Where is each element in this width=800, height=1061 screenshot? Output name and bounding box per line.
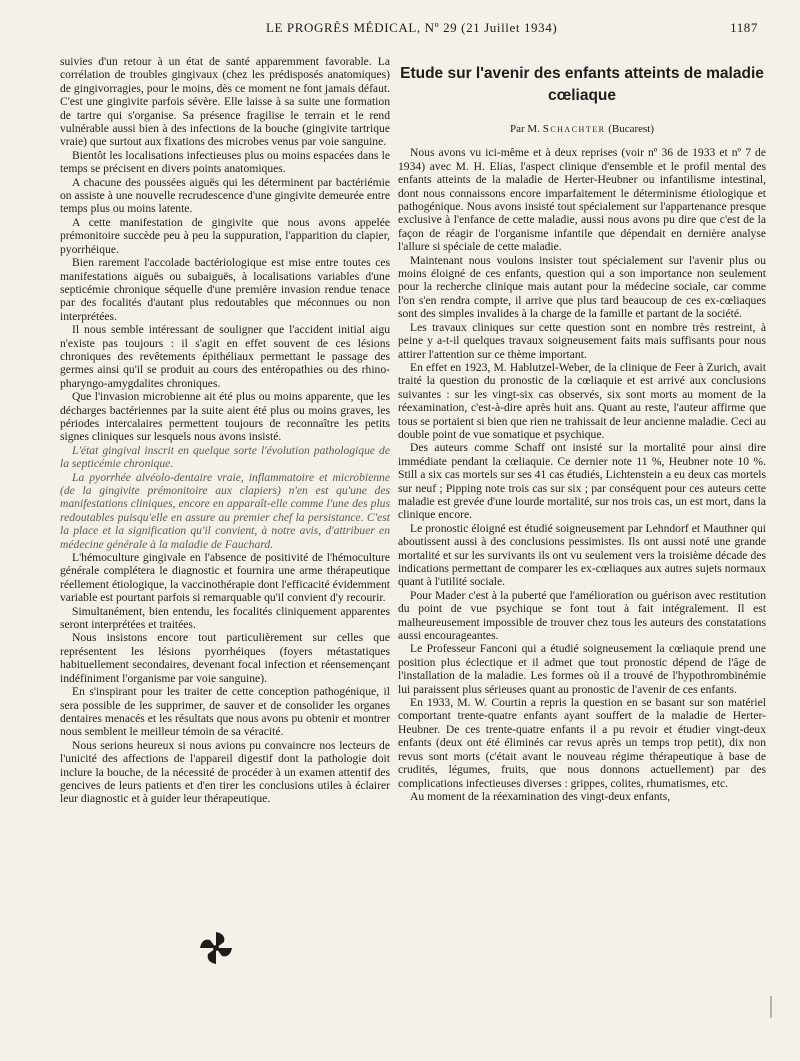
paragraph: En 1933, M. W. Courtin a repris la question en se basant sur son matériel comportant trente-quatre enfants ayant souffert de la maladie de Herter-Heubner. De ces trente-quatre enfants il a pu revoir et étudier vingt-deux enfants (deux ont été éliminés car revus après un temps trop petit), dix non revus sont morts (c'était avant le nouveau régime thérapeutique à base de crudités, légumes, fruits, que nous donnons actuellement) par des complications infectieuses diverses : grippes, colites, rhumatismes, etc. [398, 696, 766, 790]
journal-title: LE PROGRÈS MÉDICAL, Nº 29 (21 Juillet 1934) [266, 20, 558, 35]
paragraph: Des auteurs comme Schaff ont insisté sur la mortalité pour ainsi dire immédiate pendant la cœliaquie. Ce dernier note 11 %, Heubner note 10 %. Still a six cas mortels sur ses 41 cas étudiés, Lichtenstein a eu deux cas mortels sur neuf ; Pipping note trois cas sur six ; par conséquent pour ces auteurs cette maladie est grevée d'une lourde mortalité, sur nos trois cas, un est mort, dans la clinique encore. [398, 441, 766, 522]
italic-paragraph: L'état gingival inscrit en quelque sorte l'évolution pathologique de la septicémie chronique. [60, 443, 390, 471]
paragraph: Le pronostic éloigné est étudié soigneusement par Lehndorf et Mauthner qui aboutissent aussi à des conclusions pessimistes. Ils ont aussi noté une grande mortalité et sur les survivants ils ont vu seulement vers la troisième décade des indications permettant de comparer les ex-cœliaques aux autres sujets normaux quant à l'utilité sociale. [398, 521, 766, 589]
running-header [56, 20, 770, 40]
paragraph: L'hémoculture gingivale en l'absence de positivité de l'hémoculture générale complétera le diagnostic et fournira une arme thérapeutique réellement étiologique, la vaccinothérapie dont l'efficacité évidemment variable est pourtant parfois si remarquable qu'il convient d'y recourir. [60, 551, 390, 605]
paragraph: Au moment de la réexamination des vingt-deux enfants, [410, 789, 671, 803]
paragraph: Il nous semble intéressant de souligner que l'accident initial aigu n'existe pas toujours : il s'agit en effet souvent de ces lésions chroniques des revêtements épithéliaux permettant le passage des germes ainsi qu'il se produit au cours des entéropathies ou des rhino-pharyngo-amygdalites chroniques. [60, 323, 390, 390]
italic-paragraph: La pyorrhée alvéolo-dentaire vraie, inflammatoire et microbienne (de la gingivite prémonitoire aux clapiers) n'en est qu'une des manifestations cliniques, encore en apparaît-elle comme l'une des plus redoutables puisqu'elle en assure au premier chef la persistance. C'est la place et la signification qu'il convient, à notre avis, d'attribuer en médecine générale à la maladie de Fauchard. [60, 470, 390, 551]
paragraph: Que l'invasion microbienne ait été plus ou moins apparente, que les décharges bactériennes par la suite aient été plus ou moins graves, les périodes intercalaires permettent toujours de reconnaître les petits signes cliniques sur lesquels nous avons insisté. [60, 390, 390, 444]
paragraph: En effet en 1923, M. Hablutzel-Weber, de la clinique de Feer à Zurich, avait traité la question du pronostic de la cœliaquie et est arrivé aux conclusions suivantes : sur les vingt-six cas observés, six sont morts au moment de la réexamination, c'est-à-dire après huit ans. Quant au reste, l'auteur affirme que tous se portaient si bien que rien ne trahissait de leur ancienne maladie. Ceci au double point de vue somatique et psychique. [398, 360, 766, 441]
byline-author: Schachter [542, 123, 606, 135]
pinwheel-ornament-icon [196, 928, 236, 968]
paragraph: A cette manifestation de gingivite que nous avons appelée prémonitoire succède peu à peu la suppuration, l'apparition du clapier, pyorrhéique. [60, 215, 390, 256]
paragraph: Le Professeur Fanconi qui a étudié soigneusement la cœliaquie prend une position plus éclectique et il admet que tout pronostic dépend de l'âge de l'installation de la maladie. Les formes où il a trouvé de l'hypothrombinémie lui paraissent plus sérieuses quant au pronostic de l'avenir de ces enfants. [398, 642, 766, 696]
paragraph: Nous avons vu ici-même et à deux reprises (voir nº 36 de 1933 et nº 7 de 1934) avec M. H. Elias, l'aspect clinique d'ensemble et le profil mental des enfants atteints de la maladie de Herter-Heubner ou infantilisme intestinal, dont nous connaissons encore imparfaitement le déterminisme étiologique et pathogénique. Nous avons insisté tout spécialement sur l'appartenance presque exclusive à l'enfance de cette maladie, aussi nous avons pu dire que c'est de la façon de réagir de l'organisme infantile que dépendait en dernière analyse l'allure si spéciale de cette maladie. [398, 146, 766, 254]
paragraph: suivies d'un retour à un état de santé apparemment favorable. La corrélation de troubles gingivaux (chez les prédisposés anatomiques) de gingivorragies, pour le moins, dès ce moment ne font jamais défaut. C'est une gingivite parfois sévère. Elle laisse à sa suite une formation de tartre qui s'organise. Sa présence fragilise le terrain et le rend vulnérable aussi bien à des infections de la bouche (gingivite tartrique vraie) que surtout aux fixations des microbes venus par voie sanguine. [60, 55, 390, 149]
paragraph: Nous insistons encore tout particulièrement sur celles que représentent les lésions pyorrhéiques (foyers métastatiques habituellement secondaires, devenant focal infection et réensemençant indéfiniment l'organisme par voie sanguine). [60, 631, 390, 685]
left-column [60, 55, 390, 806]
paragraph: Bientôt les localisations infectieuses plus ou moins espacées dans le temps se précisent en divers points anatomiques. [60, 148, 390, 176]
right-column [398, 55, 766, 803]
margin-mark [770, 996, 772, 1018]
paragraph: Nous serions heureux si nous avions pu convaincre nos lecteurs de l'unicité des affections de l'appareil digestif dont la pathologie doit inclure la bouche, de la nécessité de procéder à un examen attentif des gencives de leurs patients et d'en tirer les conclusions utiles à éclairer leur diagnostic et à guider leur thérapeutique. [60, 738, 390, 806]
article-title: Etude sur l'avenir des enfants atteints de maladie cœliaque [400, 65, 764, 104]
paragraph: Simultanément, bien entendu, les focalités cliniquement apparentes seront interprétées et traitées. [60, 604, 390, 632]
paragraph: Maintenant nous voulons insister tout spécialement sur l'avenir plus ou moins éloigné de ces enfants, question qui a son importance non seulement pour la recherche clinique mais autant pour la médecine sociale, car comme l'on s'en rendra compte, il arrive que plus tard beaucoup de ces ex-cœliaques sont des simples invalides à la charge de la famille et partant de la société. [398, 253, 766, 321]
paragraph: Pour Mader c'est à la puberté que l'amélioration ou guérison avec restitution du point de vue psychique se font tout à fait intégralement. Il est malheureusement impossible de trouver chez tous les auteurs des constatations aussi encourageantes. [398, 588, 766, 643]
byline-prefix: Par M. [510, 123, 540, 135]
byline-place: (Bucarest) [608, 123, 654, 135]
paragraph: En s'inspirant pour les traiter de cette conception pathogénique, il sera possible de les supprimer, de sauver et de consolider les organes dentaires menacés et les résultats que nous avons pu obtenir et montrer nous semblent le meilleur témoin de sa véracité. [60, 685, 390, 739]
page-number: 1187 [730, 20, 758, 35]
paragraph: Les travaux cliniques sur cette question sont en nombre très restreint, à peine y a-t-il quelques travaux soigneusement faits mais suffisants pour nous attirer l'attention sur ce thème important. [398, 320, 766, 361]
byline [398, 123, 766, 136]
paragraph: Bien rarement l'accolade bactériologique est mise entre toutes ces manifestations aiguës ou subaiguës, à localisations variables d'une septicémie chronique séquelle d'une première invasion rendue tenace par des focalités d'autant plus redoutables que méconnues ou non interprétées. [60, 256, 390, 323]
paragraph: A chacune des poussées aiguës qui les déterminent par bactériémie on assiste à une nouvelle recrudescence d'une gingivite demeurée entre temps plus ou moins latente. [60, 175, 390, 216]
